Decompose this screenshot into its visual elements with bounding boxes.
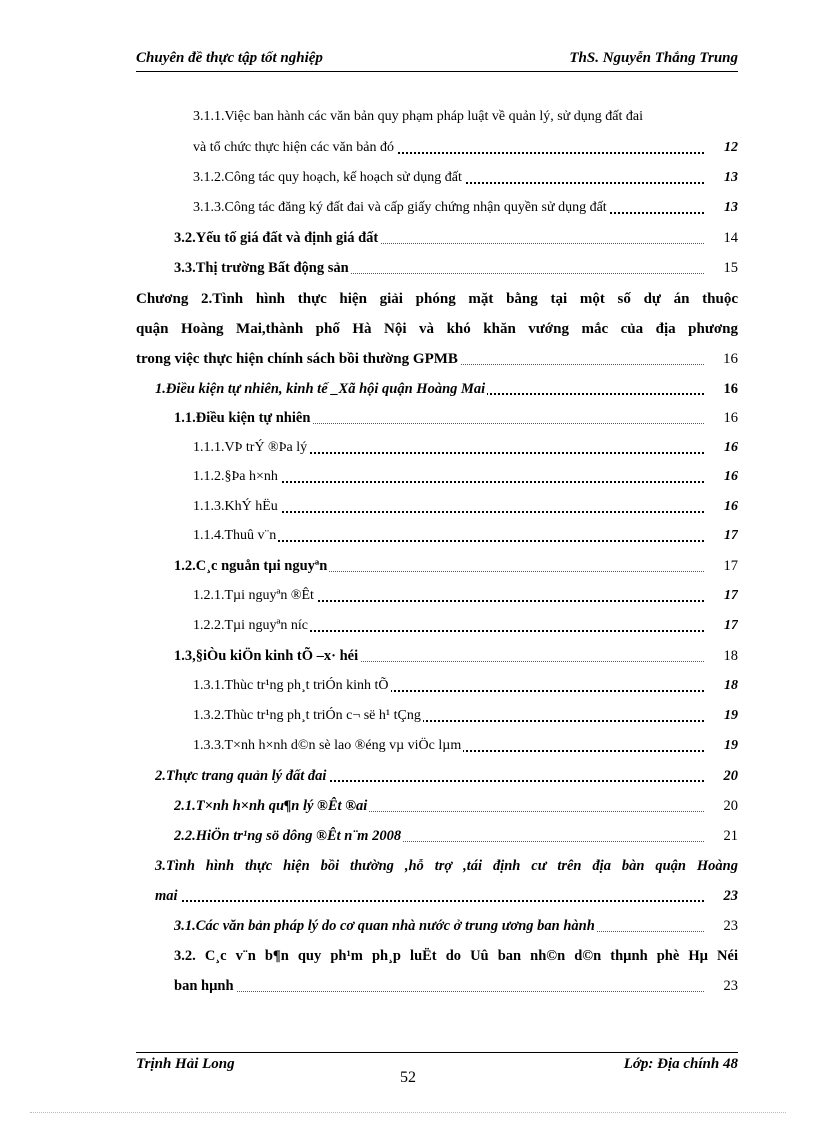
toc-entry-text: ban hµnh	[174, 975, 236, 997]
toc-entry-1-1-4	[193, 525, 738, 547]
footer-rule	[136, 1052, 738, 1053]
toc-chapter-2	[136, 348, 738, 370]
toc-entry-1-1-1	[193, 437, 738, 459]
toc-page-number: 13	[724, 170, 738, 185]
toc-page-number: 17	[724, 528, 738, 543]
toc-page-number: 19	[724, 708, 738, 723]
toc-page-number: 21	[723, 828, 738, 844]
toc-page-number: 12	[724, 140, 738, 155]
toc-page-number: 14	[723, 230, 738, 246]
toc-page-number: 16	[723, 410, 738, 426]
toc-entry-3-2b	[174, 975, 738, 997]
toc-page-number: 17	[724, 618, 738, 633]
footer-class: Lớp: Địa chính 48	[623, 1056, 738, 1072]
toc-entry-3-1-1-line1: 3.1.1.Việc ban hành các văn bản quy phạm pháp luật về quản lý, sử dụng đất đai	[193, 109, 643, 124]
toc-entry-3-1-1	[193, 137, 738, 159]
toc-entry-text: 3.1.Các văn bản pháp lý do cơ quan nhà nước ở trung ương ban hành	[174, 915, 597, 937]
toc-page-number: 20	[723, 798, 738, 814]
toc-entry-text: mai	[155, 885, 180, 907]
header-supervisor: ThS. Nguyễn Thắng Trung	[569, 50, 738, 66]
toc-chapter-2-line2: quận Hoàng Mai,thành phố Hà Nội và khó khăn vướng mắc của địa phương	[136, 321, 738, 337]
footer-author: Trịnh Hải Long	[136, 1056, 235, 1072]
toc-entry-2	[155, 765, 738, 787]
toc-entry-text: trong việc thực hiện chính sách bồi thường GPMB	[136, 348, 460, 370]
toc-entry-1-1-2	[193, 466, 738, 488]
toc-page-number: 23	[723, 978, 738, 994]
toc-entry-text: 1.1.3.KhÝ hËu	[193, 496, 280, 518]
toc-entry-text: 3.1.2.Công tác quy hoạch, kế hoạch sử dụng đất	[193, 167, 464, 189]
toc-entry-3	[155, 885, 738, 907]
toc-page-number: 16	[723, 381, 738, 397]
toc-entry-1-1-3	[193, 496, 738, 518]
dot-leader	[155, 900, 704, 902]
page-number: 52	[400, 1069, 416, 1086]
toc-entry-text: 1.2.2.Tµi nguyªn níc	[193, 615, 310, 637]
toc-entry-1-3-2	[193, 705, 738, 727]
toc-entry-3-1-2	[193, 167, 738, 189]
toc-page-number: 17	[723, 558, 738, 574]
toc-entry-text: 3.2.Yếu tố giá đất và định giá đất	[174, 227, 380, 249]
dot-leader	[174, 991, 704, 992]
toc-page-number: 16	[724, 440, 738, 455]
toc-entry-text: 3.1.3.Công tác đăng ký đất đai và cấp giấy chứng nhận quyền sử dụng đất	[193, 197, 609, 219]
toc-entry-text: 1.Điều kiện tự nhiên, kinh tế _Xã hội quận Hoàng Mai	[155, 378, 487, 400]
running-header	[136, 50, 738, 70]
toc-entry-1-3-1	[193, 675, 738, 697]
toc-page-number: 18	[723, 648, 738, 664]
toc-entry-1-3	[174, 645, 738, 667]
toc-entry-2-1	[174, 795, 738, 817]
toc-entry-text: 1.3.2.Thùc tr¹ng ph¸t triÓn c¬ së h¹ tÇng	[193, 705, 423, 727]
toc-entry-text: 1.1.4.Thuû v¨n	[193, 525, 278, 547]
toc-entry-1-1	[174, 407, 738, 429]
toc-entry-3-3	[174, 257, 738, 279]
toc-entry-3-1	[174, 915, 738, 937]
toc-page-number: 23	[723, 888, 738, 904]
toc-entry-text: 1.1.2.§Þa h×nh	[193, 466, 280, 488]
toc-entry-text: 2.Thực trang quản lý đất đai	[155, 765, 328, 787]
toc-entry-1	[155, 378, 738, 400]
toc-entry-text: 1.1.1.VÞ trÝ ®Þa lý	[193, 437, 309, 459]
toc-entry-text: 1.1.Điều kiện tự nhiên	[174, 407, 312, 429]
toc-entry-text: 3.3.Thị trường Bất động sản	[174, 257, 351, 279]
toc-page-number: 19	[724, 738, 738, 753]
toc-entry-1-3-3	[193, 735, 738, 757]
toc-page-number: 16	[724, 469, 738, 484]
toc-chapter-2-line1: Chương 2.Tình hình thực hiện giải phóng mặt bằng tại một số dự án thuộc	[136, 291, 738, 307]
toc-entry-text: 1.3.3.T×nh h×nh d©n sè lao ®éng vµ viÖc lµm	[193, 735, 463, 757]
toc-entry-3-1-3	[193, 197, 738, 219]
toc-page-number: 16	[724, 499, 738, 514]
toc-entry-1-2-2	[193, 615, 738, 637]
toc-page-number: 15	[723, 260, 738, 276]
toc-page-number: 20	[723, 768, 738, 784]
toc-entry-text: và tổ chức thực hiện các văn bản đó	[193, 137, 396, 159]
toc-entry-text: 1.2.1.Tµi nguyªn ®Êt	[193, 585, 316, 607]
toc-entry-3-2b-line1: 3.2. C¸c v¨n b¶n quy ph¹m ph¸p luËt do Uû ban nh©n d©n thµnh phè Hµ Néi	[174, 948, 738, 964]
toc-entry-text: 2.2.HiÖn tr¹ng sö dông ®Êt n¨m 2008	[174, 825, 403, 847]
header-title: Chuyên đề thực tập tốt nghiệp	[136, 50, 323, 66]
toc-page-number: 23	[723, 918, 738, 934]
toc-page-number: 13	[724, 200, 738, 215]
header-rule	[136, 71, 738, 72]
toc-entry-text: 1.2.C¸c nguån tµi nguyªn	[174, 555, 329, 577]
toc-page-number: 16	[723, 351, 738, 367]
toc-page-number: 18	[724, 678, 738, 693]
toc-entry-2-2	[174, 825, 738, 847]
toc-entry-text: 2.1.T×nh h×nh qu¶n lý ®Êt ®ai	[174, 795, 369, 817]
toc-entry-3-line1: 3.Tình hình thực hiện bồi thường ,hỗ trợ ,tái định cư trên địa bàn quận Hoàng	[155, 858, 738, 874]
toc-entry-text: 1.3.1.Thùc tr¹ng ph¸t triÓn kinh tÕ	[193, 675, 391, 697]
toc-entry-1-2-1	[193, 585, 738, 607]
toc-entry-3-2	[174, 227, 738, 249]
toc-entry-text: 1.3,§iÒu kiÖn kinh tÕ –x· héi	[174, 645, 360, 667]
page-edge-line	[30, 1112, 786, 1113]
toc-page-number: 17	[724, 588, 738, 603]
toc-entry-1-2	[174, 555, 738, 577]
